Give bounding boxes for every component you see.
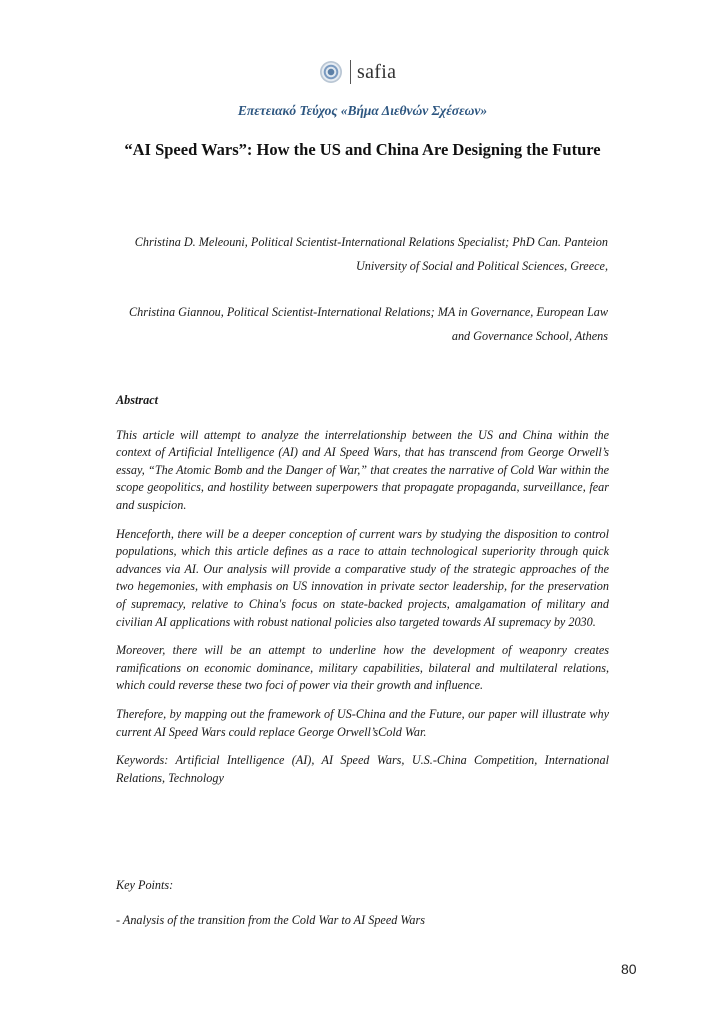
abstract-heading: Abstract [116, 393, 158, 407]
author-line: Christina D. Meleouni, Political Scientist-International Relations Specialist; PhD Can. Panteion [134, 235, 608, 249]
keywords: Keywords: Artificial Intelligence (AI), AI Speed Wars, U.S.-China Competition, International Relations, Technology [116, 753, 609, 785]
authors-block [108, 230, 608, 370]
seal-icon [320, 61, 342, 83]
key-points-heading: Key Points: [116, 878, 174, 892]
abstract-paragraph: This article will attempt to analyze the interrelationship between the US and China within the context of Artificial Intelligence (AI) and AI Speed Wars, that has transcend from George Orwell’s essay, “The Atomic Bomb and the Danger of War,” that creates the narrative of Cold War within the scope geopolitics, and hostility between superpowers that propagate propaganda, surveillance, fear and suspicion. [116, 427, 609, 512]
logo-text: safia [357, 60, 397, 83]
author-line: University of Social and Political Sciences, Greece, [355, 259, 608, 273]
abstract-paragraph: Henceforth, there will be a deeper conception of current wars by studying the disposition to control populations, which this article defines as a race to attain technological superiority through quick advances via AI. Our analysis will provide a comparative study of the strategic approaches of the two hegemonies, with emphasis on US innovation in private sector leadership, for the preservation of supremacy, relative to China's focus on state-backed projects, amalgamation of military and civilian AI applications with robust national policies also targeted towards AI supremacy by 2030. [116, 526, 609, 629]
page-number: 80 [621, 961, 637, 977]
author-affiliation [108, 300, 608, 348]
abstract-section [116, 392, 609, 798]
abstract-paragraph: Therefore, by mapping out the framework of US-China and the Future, our paper will illustrate why current AI Speed Wars could replace George Orwell’sCold War. [116, 706, 609, 739]
safia-logo [320, 58, 396, 86]
key-point-item: - Analysis of the transition from the Cold War to AI Speed Wars [116, 913, 425, 927]
abstract-paragraph: Moreover, there will be an attempt to underline how the development of weaponry creates ramifications on economic dominance, military capabilities, bilateral and multilateral relations, which could reverse these two foci of power via their growth and influence. [116, 643, 609, 693]
author-line: and Governance School, Athens [451, 329, 608, 343]
issue-line: Επετειακό Τεύχος «Βήμα Διεθνών Σχέσεων» [237, 103, 488, 118]
paper-title: “AI Speed Wars”: How the US and China Are Designing the Future [124, 140, 601, 159]
logo-divider [350, 60, 351, 84]
key-points-section [116, 878, 609, 928]
author-line: Christina Giannou, Political Scientist-International Relations; MA in Governance, European Law [129, 305, 608, 319]
author-affiliation [108, 230, 608, 278]
